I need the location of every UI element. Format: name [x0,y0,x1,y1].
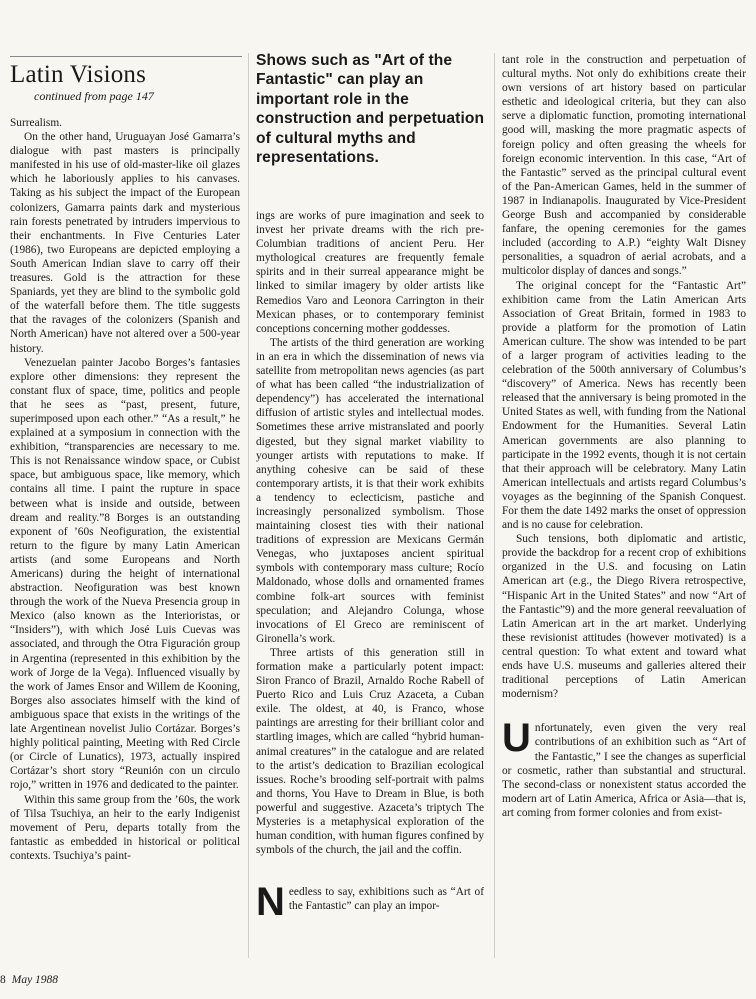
paragraph: tant role in the construction and perpetuation of cultural myths. Not only do exhibitions create their own versions of art history based on particular esthetic and ideological criteria, but they can also serve a diplomatic function, promoting international good will, masking the more pragmatic aspects of foreign policy and often greasing the wheels for foreign economic intervention. In this case, “Art of the Fantastic” served as the principal cultural event of the Pan-American Games, held in the summer of 1987 in Indianapolis. Inaugurated by Vice-President George Bush and accompanied by considerable fanfare, the opening ceremonies for the games included (according to A.P.) “eighty Walt Disney personalities, a squadron of aerial acrobats, and a multicolor display of dances and songs.” [502,54,746,278]
pull-quote: Shows such as "Art of the Fantastic" can play an important role in the construction and perpetuation of cultural myths and representations. [256,52,485,167]
paragraph: Surrealism. [10,117,62,129]
drop-cap: U [502,716,531,761]
paragraph: Three artists of this generation still in formation make a particularly potent impact: Siron Franco of Brazil, Arnaldo Roche Rabell of Puerto Rico and Luis Cruz Azaceta, a Cuban exile. The oldest, at 40, is Franco, whose paintings are arresting for their brilliant color and startling images, which are called “hybrid human-animal creatures” in the catalogue and are related to the artist’s dedication to Brazilian ecological issues. Roche’s brooding self-portrait with palms and thorns, You Have to Dream in Blue, is both powerful and suggestive. Azaceta’s triptych The Mysteries is a metaphysical exploration of the human condition, with human figures confined by symbols of the church, the jail and the coffin. [256,646,484,857]
paragraph: ings are works of pure imagination and seek to invest her private dreams with the rich pre-Columbian traditions of ancient Peru. Her mythological creatures are frequently female spirits and in their surreal appearance might be linked to similar imagery by older artists like Remedios Varo and Leonora Carrington in their Mexican phases, or to contemporary feminist conceptions concerning mother goddesses. [256,210,484,335]
text-column-right [502,53,746,820]
paragraph: The artists of the third generation are working in an era in which the dissemination of news via satellite from metropolitan news agencies (as part of what has been called “the industrialization of dependency”) has accelerated the international diffusion of artistic styles and intellectual modes. Sometimes these arrive mistranslated and poorly digested, but they signal market viability to younger artists with reputations to make. If anything cohesive can be said of these contemporary artists, it is that their work exhibits a tendency to eclecticism, pastiche and increasingly personalized symbolism. Those maintaining closest ties with their national traditions of expression are Mexicans Germán Venegas, who juxtaposes ancient spiritual symbols with contemporary mass culture; Rocío Maldonado, whose dolls and ornamented frames combine folk-art sources with feminist speculation; and Alejandro Colunga, whose invocations of El Greco are reminiscent of Gironella’s work. [256,336,484,645]
paragraph-text: nfortunately, even given the very real contributions of an exhibition such as “Art of the Fantastic,” I see the changes as superficial or cosmetic, rather than substantial and structural. The second-class or nonexistent status accorded the modern art of Latin America, Africa or Asia—that is, art coming from former colonies and from exist- [502,722,746,819]
text-column-middle [256,209,484,925]
paragraph: On the other hand, Uruguayan José Gamarra’s dialogue with past masters is principally manifested in his use of old-master-like oil glazes which he laboriously applies to his canvases. Taking as his subject the impact of the European colonizers, Gamarra paints dark and mysterious rain forests penetrated by intruders impervious to their enchantments. In Five Centuries Later (1986), two Europeans are depicted employing a South American Indian slave to carry off their treasures. Gold is the attraction for these Spaniards, yet they are blind to the symbolic gold of the waterfall before them. The title suggests that the ravages of the colonizers (Spanish and North American) have not altered over a 500-year history. [10,131,240,355]
page-number: 8 [0,974,6,986]
drop-cap: N [256,880,285,925]
continued-note: continued from page 147 [34,89,154,103]
article-header [10,56,242,103]
paragraph: Such tensions, both diplomatic and artistic, provide the backdrop for a recent crop of exhibitions organized in the U.S. and focusing on Latin American art (e.g., the Diego Rivera retrospective, “Hispanic Art in the United States” and now “Art of the Fantastic”9) and the more general reevaluation of Latin American art in the art market. Underlying these revisionist attitudes (however motivated) is a central question: To what extent and toward what ends have U.S. museums and galleries altered their traditional perceptions of Latin American modernism? [502,533,746,701]
paragraph [256,880,484,925]
article-title: Latin Visions [10,56,242,89]
paragraph: Within this same group from the ’60s, the work of Tilsa Tsuchiya, an heir to the early Indigenist movement of Peru, departs totally from the fantastic as embedded in historical or political contexts. Tsuchiya’s paint- [10,793,240,862]
text-column-left [10,116,240,863]
page-footer [0,974,58,986]
paragraph: The original concept for the “Fantastic Art” exhibition came from the Latin American Arts Association of Great Britain, formed in 1983 to provide a platform for the promotion of Latin American culture. The show was intended to be part of a larger program of activities leading to the celebration of the 500th anniversary of Columbus’s “discovery” of America. News has recently been released that the anniversary is being promoted in the United States as well, with funding from the National Endowment for the Humanities. Several Latin American governments are also planning to participate in the 1992 events, though it is not certain that their approach will be celebratory. Many Latin American intellectuals and artists regard Columbus’s voyages as the beginning of the Spanish Conquest. For them the date 1492 marks the onset of oppression and is no cause for celebration. [502,279,746,532]
paragraph: Venezuelan painter Jacobo Borges’s fantasies explore other dimensions: they represent the constant flux of space, time, politics and people that he sees as “past, present, future, superimposed upon each other.” “As a result,” he explained at a symposium in connection with the exhibition, “transparencies are necessary to me. This is not Renaissance window space, or Cubist space, but ambiguous space, like memory, which contains all time. I paint the rupture in space between what is inside and outside, between dream and reality.”8 Borges is an outstanding exponent of ’60s Neofiguration, the existential return to the figure by many Latin American artists (and some Europeans and North Americans) during the height of international abstraction. Neofiguration was best known through the work of the Nueva Presencia group in Mexico (also known as the Interioristas, or “Insiders”), with which José Luis Cuevas was associated, and through the Otra Figuración group in Argentina (represented in this exhibition by the work of Jorge de la Vega). Influenced visually by the work of James Ensor and Willem de Kooning, Borges also associates himself with the kind of ambiguous space that exists in the writings of the late Argentinean novelist Julio Cortázar. Borges’s highly political painting, Meeting with Red Circle (or Circle of Lunatics), 1973, actually inspired Cortázar’s short story “Reunión con un circulo rojo,” written in 1976 and dedicated to the painter. [10,356,240,792]
column-divider [248,53,249,958]
paragraph-text: eedless to say, exhibitions such as “Art of the Fantastic” can play an impor- [288,886,484,913]
column-divider [494,53,495,958]
issue-date: May 1988 [11,974,59,986]
paragraph [502,716,746,820]
